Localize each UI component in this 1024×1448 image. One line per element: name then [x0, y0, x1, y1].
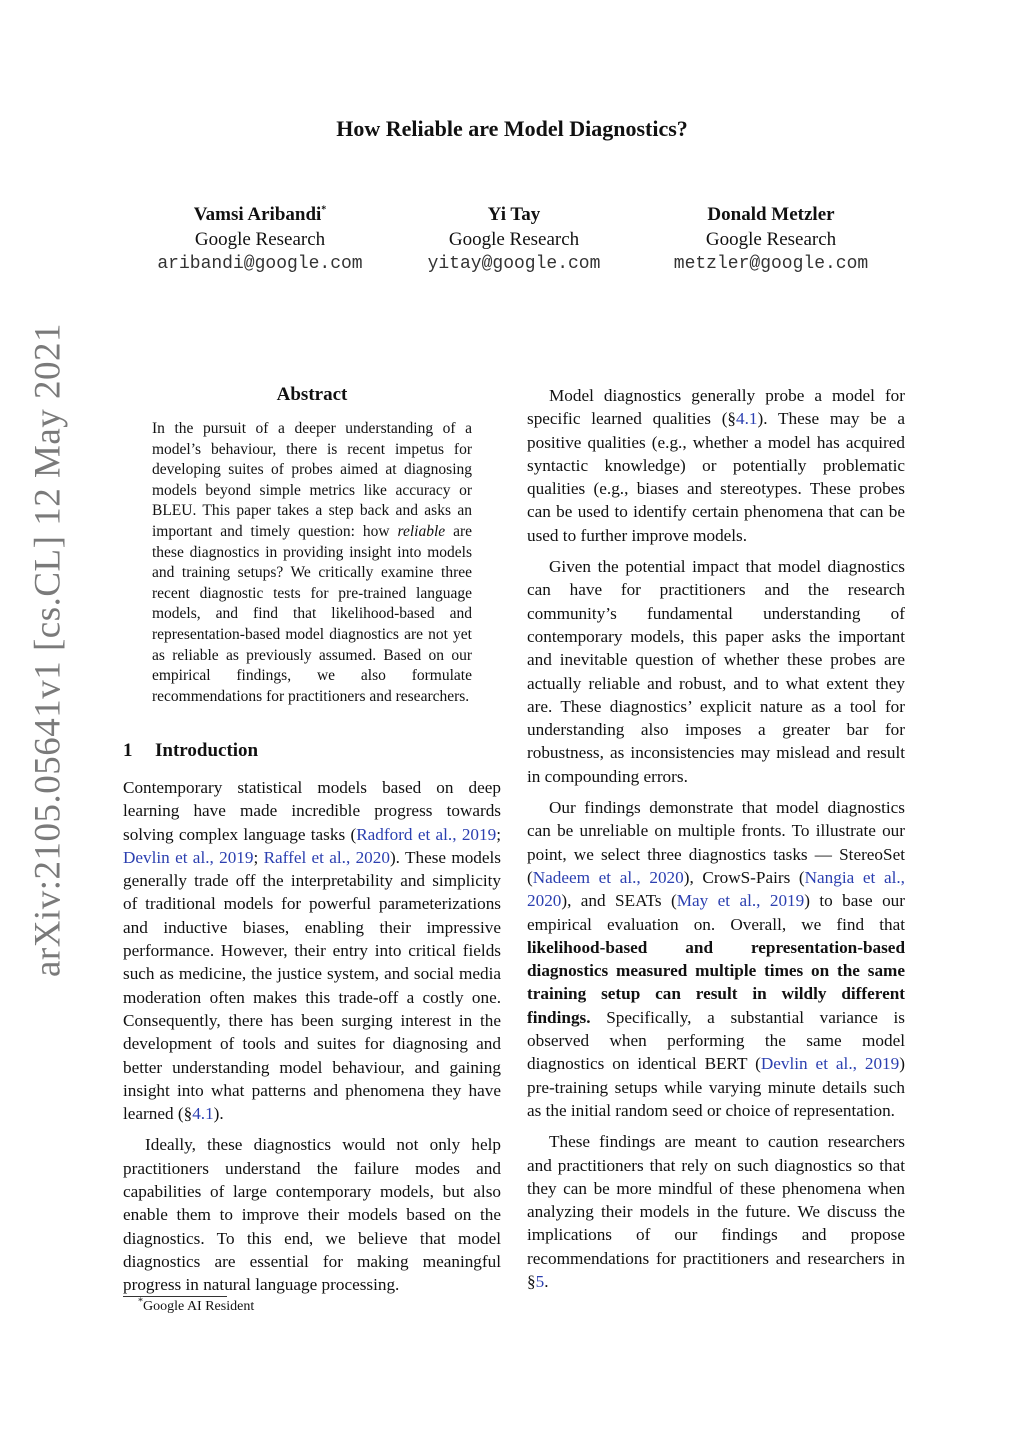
citation-link[interactable]: Nadeem et al., 2020: [532, 867, 684, 887]
author-name: Donald Metzler: [707, 204, 835, 225]
section-ref-link[interactable]: 4.1: [192, 1104, 214, 1124]
footnote-mark: *: [138, 1296, 143, 1308]
arxiv-sidebar: [8, 240, 88, 1060]
abstract-body: In the pursuit of a deeper understanding of a model’s behaviour, there is recent impetus for developing suites of probes aimed at diagnosing models beyond simple metrics like accuracy or BLEU. This paper takes a step back and asks an important and timely question: how reliable are these diagnostics in providing insight into models and training setups? We critically examine three recent diagnostic tests for pre-trained language models, and find that likelihood-based and representation-based model diagnostics are not yet as reliable as previously assumed. Based on our empirical findings, we also formulate recommendations for practitioners and researchers.: [152, 420, 473, 705]
key-finding-bold: likelihood-based and representation-based diagnostics measured multiple times on the same training setup can result in wildly different findings.: [527, 937, 905, 1027]
citation-link[interactable]: Devlin et al., 2019: [760, 1054, 900, 1074]
right-paragraph-1: Model diagnostics generally probe a model for specific learned qualities (§4.1). These may be a positive qualities (e.g., whether a model has acquired syntactic knowledge) or potentially problematic qualities (e.g., biases and stereotypes. These probes can be used to identify certain phenomena that can be used to further improve models.: [527, 386, 905, 545]
section-ref-link[interactable]: 5: [535, 1271, 545, 1291]
emphasis-reliable: reliable: [397, 522, 446, 540]
author-name: Yi Tay: [487, 204, 541, 225]
abstract-heading: Abstract: [276, 384, 348, 405]
section-heading-introduction: [123, 740, 258, 762]
author-affiliation: Google Research: [448, 229, 580, 250]
author-name: Vamsi Aribandi: [193, 204, 322, 225]
intro-paragraph-1: Contemporary statistical models based on deep learning have made incredible progress towards solving complex language tasks (Radford et al., 2019; Devlin et al., 2019; Raffel et al., 2020). These models generally trade off the interpretability and simplicity of traditional models for powerful parameterizations and inductive biases, enabling their impressive performance. However, their entry into critical fields such as medicine, the justice system, and social media moderation often makes this trade-off a costly one. Consequently, there has been surging interest in the development of tools and suites for diagnosing and better understanding model behaviour, and gaining insight into what patterns and phenomena they have learned (§4.1).: [123, 778, 501, 1124]
citation-link[interactable]: Nangia et al., 2020: [527, 867, 905, 911]
right-paragraph-4: These findings are meant to caution researchers and practitioners that rely on such diagnostics so that they can be more mindful of these phenomena when analyzing their models in the future. We discuss the implications of our findings and propose recommendations for practitioners and researchers in §5.: [527, 1132, 905, 1291]
footnote-text: Google AI Resident: [143, 1299, 255, 1314]
right-paragraph-3: Our findings demonstrate that model diagnostics can be unreliable on multiple fronts. To illustrate our point, we select three diagnostics tasks — StereoSet (Nadeem et al., 2020), CrowS-Pairs (Nangia et al., 2020), and SEATs (May et al., 2019) to base our empirical evaluation on. Overall, we find that likelihood-based and representation-based diagnostics measured multiple times on the same training setup can result in wildly different findings. Specifically, a substantial variance is observed when performing the same model diagnostics on identical BERT (Devlin et al., 2019) pre-training setups while varying minute details such as the initial random seed or choice of representation.: [527, 798, 905, 1120]
arxiv-identifier: arXiv:2105.05641v1 [cs.CL] 12 May 2021: [27, 322, 69, 978]
footnote: [138, 1296, 255, 1315]
author-affiliation: Google Research: [194, 229, 326, 250]
author-2: [374, 202, 654, 277]
citation-link[interactable]: Radford et al., 2019: [356, 824, 497, 844]
section-title: Introduction: [155, 740, 259, 761]
author-footnote-mark: *: [321, 204, 327, 216]
paper-title: How Reliable are Model Diagnostics?: [336, 116, 688, 141]
author-email: yitay@google.com: [427, 254, 601, 274]
author-1: [120, 202, 400, 277]
section-ref-link[interactable]: 4.1: [736, 409, 758, 429]
citation-link[interactable]: May et al., 2019: [676, 891, 805, 911]
citation-link[interactable]: Raffel et al., 2020: [263, 847, 390, 867]
author-email: aribandi@google.com: [157, 254, 363, 274]
author-affiliation: Google Research: [705, 229, 837, 250]
right-column: [527, 384, 905, 1301]
right-paragraph-2: Given the potential impact that model diagnostics can have for practitioners and the research community’s fundamental understanding of contemporary models, this paper asks the important and inevitable question of whether these probes are actually reliable and robust, and to what extent they are. These diagnostics’ explicit nature as a tool for understanding also imposes a greater bar for robustness, as inconsistencies may mislead and result in compounding errors.: [527, 557, 905, 786]
section-number: 1: [123, 740, 133, 761]
citation-link[interactable]: Devlin et al., 2019: [123, 847, 254, 867]
intro-paragraph-2: Ideally, these diagnostics would not only help practitioners understand the failure modes and capabilities of large contemporary models, but also enable them to improve their models based on the diagnostics. To this end, we believe that model diagnostics are essential for making meaningful progress in natural language processing.: [123, 1135, 501, 1295]
author-email: metzler@google.com: [673, 254, 869, 274]
author-3: [631, 202, 911, 277]
